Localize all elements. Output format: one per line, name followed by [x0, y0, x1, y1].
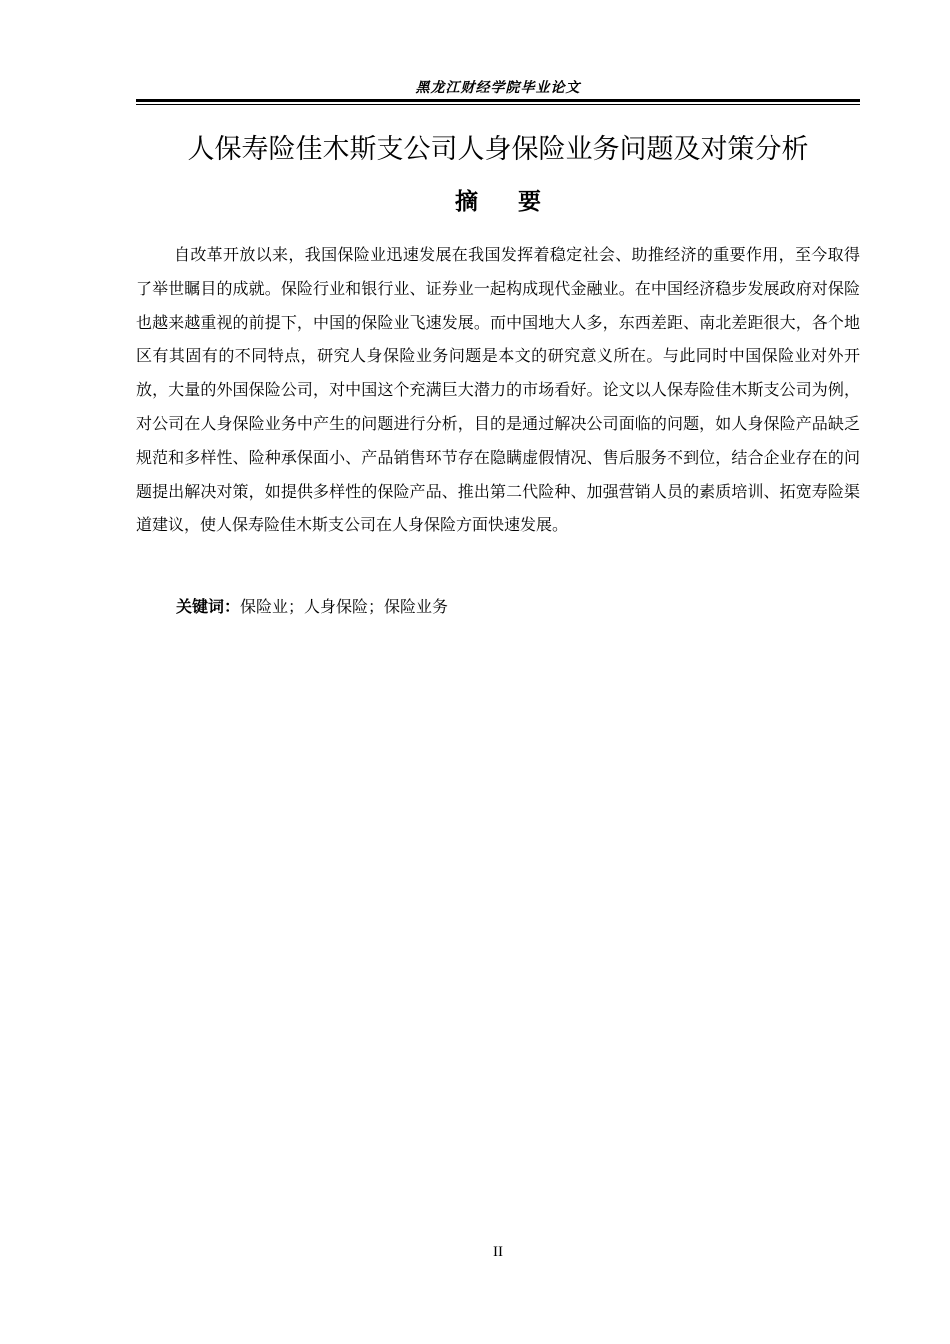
keywords-value: 保险业；人身保险；保险业务 [240, 597, 449, 616]
keywords-label: 关键词： [176, 597, 241, 616]
page-number: II [493, 1244, 503, 1260]
paper-title: 人保寿险佳木斯支公司人身保险业务问题及对策分析 [187, 134, 809, 165]
keywords-line [176, 592, 860, 622]
header-rule-thick [136, 99, 860, 102]
abstract-heading: 摘要 [455, 189, 581, 215]
page-header: 黑龙江财经学院毕业论文 [415, 80, 581, 96]
abstract-body: 自改革开放以来，我国保险业迅速发展在我国发挥着稳定社会、助推经济的重要作用，至今取得了举世瞩目的成就。保险行业和银行业、证券业一起构成现代金融业。在中国经济稳步发展政府对保险也越来越重视的前提下，中国的保险业飞速发展。而中国地大人多，东西差距、南北差距很大，各个地区有其固有的不同特点，研究人身保险业务问题是本文的研究意义所在。与此同时中国保险业对外开放，大量的外国保险公司，对中国这个充满巨大潜力的市场看好。论文以人保寿险佳木斯支公司为例，对公司在人身保险业务中产生的问题进行分析，目的是通过解决公司面临的问题，如人身保险产品缺乏规范和多样性、险种承保面小、产品销售环节存在隐瞒虚假情况、售后服务不到位，结合企业存在的问题提出解决对策，如提供多样性的保险产品、推出第二代险种、加强营销人员的素质培训、拓宽寿险渠道建议，使人保寿险佳木斯支公司在人身保险方面快速发展。 [136, 245, 860, 535]
header-rule-thin [136, 104, 860, 105]
